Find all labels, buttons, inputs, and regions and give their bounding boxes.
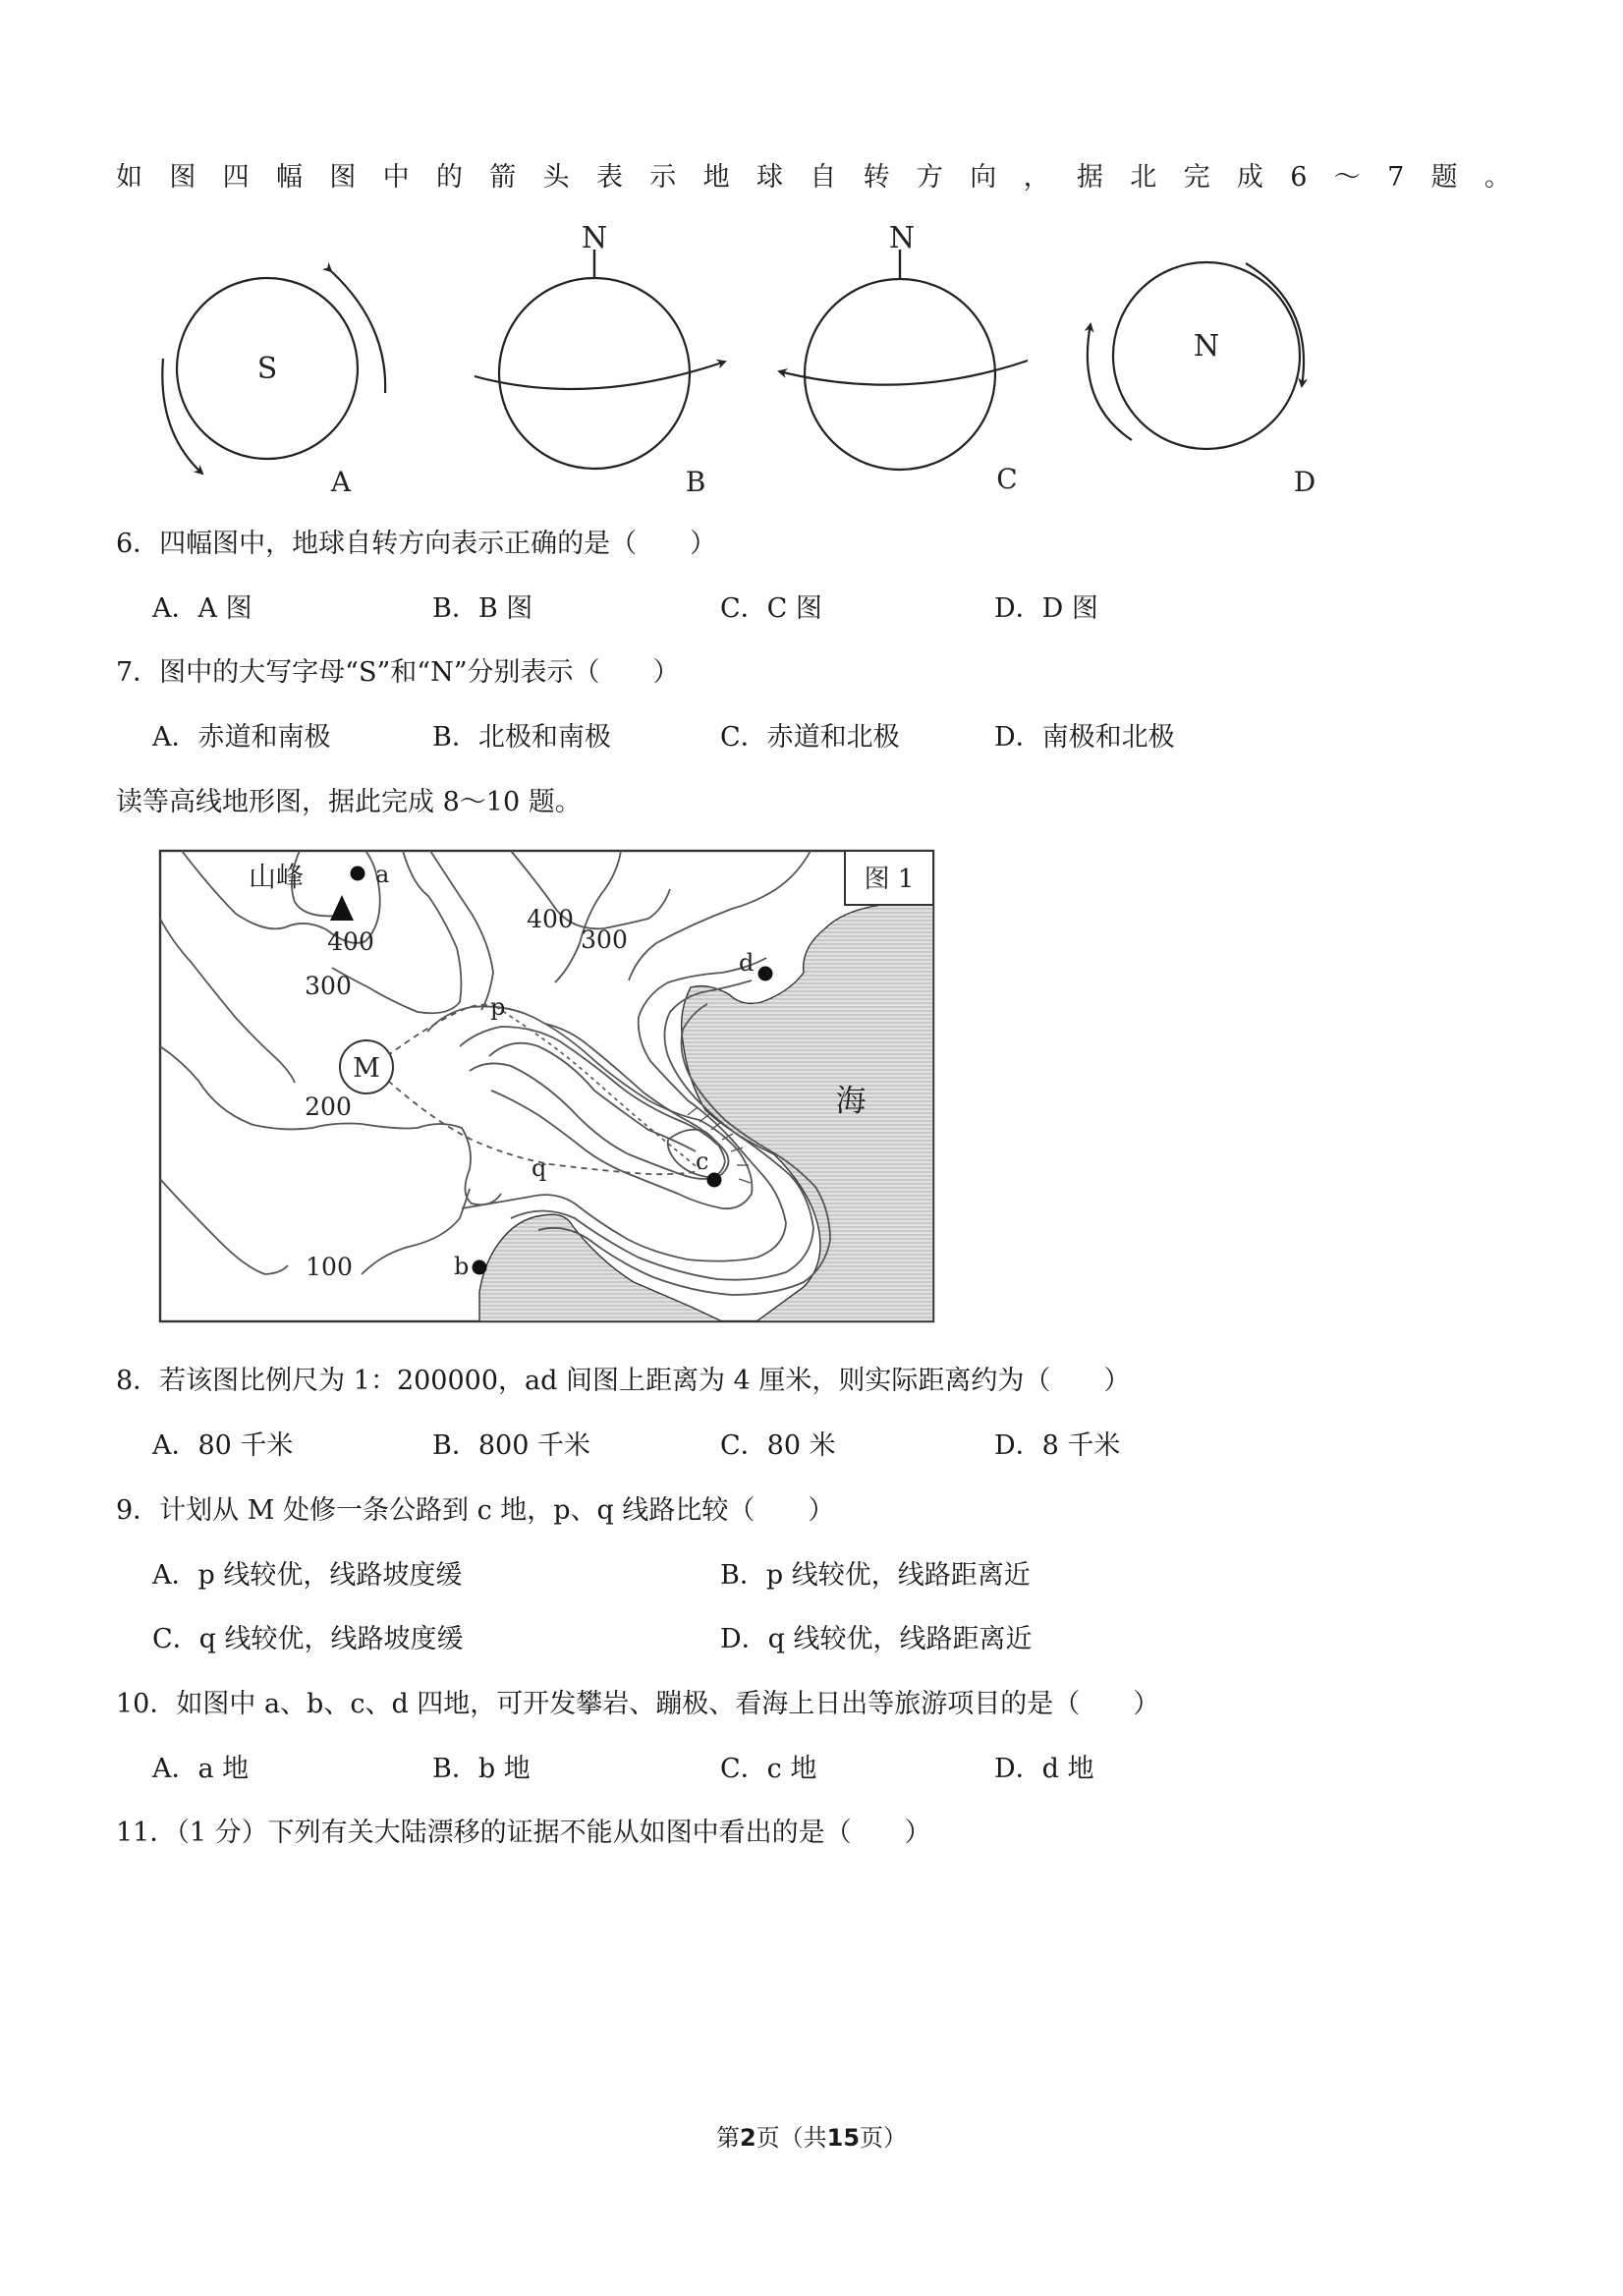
- intro-char: 图: [329, 162, 357, 193]
- q6-option-a[interactable]: A．A 图: [152, 593, 252, 624]
- q6-option-b[interactable]: B．B 图: [432, 593, 533, 624]
- contour-label-300-center: 300: [581, 925, 628, 954]
- globe-b-caption: B: [685, 466, 706, 498]
- q10-option-d[interactable]: D．d 地: [994, 1754, 1094, 1784]
- route-p-label: p: [490, 993, 506, 1021]
- map-intro: 读等高线地形图，据此完成 8～10 题。: [116, 787, 582, 817]
- q9-stem: 9．计划从 M 处修一条公路到 c 地，p、q 线路比较（ ）: [116, 1495, 835, 1526]
- q7-option-b[interactable]: B．北极和南极: [432, 722, 611, 753]
- q9-option-b[interactable]: B．p 线较优，线路距离近: [720, 1560, 1031, 1591]
- point-a-label: a: [375, 861, 390, 888]
- contour-label-400-center: 400: [527, 905, 574, 933]
- globe-b: [475, 221, 725, 498]
- globe-a-caption: A: [330, 466, 352, 498]
- footer-page-number: 2: [739, 2124, 756, 2152]
- globe-d-caption: D: [1293, 466, 1316, 498]
- q10-option-b[interactable]: B．b 地: [432, 1754, 531, 1784]
- intro-char: 自: [810, 162, 837, 193]
- globe-c: [779, 221, 1028, 495]
- peak-label: 山峰: [248, 861, 305, 893]
- intro-char: 头: [542, 162, 570, 193]
- q8-option-d[interactable]: D．8 千米: [994, 1430, 1121, 1461]
- intro-char: 幅: [275, 162, 303, 193]
- globe-a: [162, 271, 385, 498]
- q9-option-a[interactable]: A．p 线较优，线路坡度缓: [152, 1560, 463, 1591]
- q10-option-c[interactable]: C．c 地: [720, 1754, 817, 1784]
- footer-suffix: 页）: [860, 2124, 908, 2152]
- intro-char: 四: [222, 162, 250, 193]
- intro-char: 成: [1236, 162, 1263, 193]
- q9-option-c[interactable]: C．q 线较优，线路坡度缓: [152, 1624, 464, 1654]
- intro-char: 6: [1290, 162, 1308, 193]
- q10-stem: 10．如图中 a、b、c、d 四地，可开发攀岩、蹦极、看海上日出等旅游项目的是（ ）: [116, 1689, 1160, 1719]
- globe-c-top-label: N: [888, 221, 916, 255]
- point-d-label: d: [739, 949, 755, 977]
- town-m-label: M: [353, 1053, 380, 1084]
- intro-char: 方: [916, 162, 943, 193]
- globe-d-arrow-left: [1088, 324, 1132, 440]
- globe-c-circle: [805, 279, 995, 470]
- contour-map: [157, 848, 936, 1324]
- intro-char: 中: [382, 162, 410, 193]
- footer-prefix: 第: [715, 2124, 740, 2152]
- globe-b-top-label: N: [581, 221, 608, 255]
- q10-option-a[interactable]: A．a 地: [152, 1754, 250, 1784]
- intro-char: 题: [1430, 162, 1458, 193]
- q9-option-d[interactable]: D．q 线较优，线路距离近: [720, 1624, 1033, 1654]
- globe-b-arrow: [475, 362, 725, 389]
- q6-option-c[interactable]: C．C 图: [720, 593, 822, 624]
- intro-char: 。: [1483, 162, 1511, 193]
- intro-char: 完: [1183, 162, 1210, 193]
- intro-char: 北: [1130, 162, 1157, 193]
- globe-rotation-figure: [138, 216, 1336, 511]
- globe-d-center-label: N: [1193, 329, 1220, 364]
- intro-char: 地: [702, 162, 730, 193]
- intro-char: 表: [595, 162, 623, 193]
- globe-c-caption: C: [996, 463, 1018, 495]
- page-footer: [0, 2118, 1623, 2153]
- intro-char: ，: [1023, 162, 1050, 193]
- intro-char: 7: [1387, 162, 1405, 193]
- intro-char: 向: [970, 162, 997, 193]
- footer-middle: 页（共: [756, 2124, 827, 2152]
- globe-a-arrow-left: [162, 359, 202, 474]
- point-a-dot: [351, 867, 365, 881]
- point-c-label: c: [696, 1148, 709, 1175]
- point-c-dot: [707, 1173, 722, 1188]
- globe-d: [1088, 262, 1315, 498]
- intro-char: 如: [116, 162, 142, 193]
- q7-option-a[interactable]: A．赤道和南极: [152, 722, 331, 753]
- intro-char: 据: [1076, 162, 1103, 193]
- q8-stem: 8．若该图比例尺为 1：200000，ad 间图上距离为 4 厘米，则实际距离约为（ ）: [116, 1366, 1131, 1396]
- q7-stem: 7．图中的大写字母“S”和“N”分别表示（ ）: [116, 657, 680, 688]
- q8-option-b[interactable]: B．800 千米: [432, 1430, 590, 1461]
- intro-char: 图: [169, 162, 196, 193]
- q8-option-c[interactable]: C．80 米: [720, 1430, 836, 1461]
- intro-char: 球: [756, 162, 783, 193]
- globe-b-circle: [499, 278, 690, 469]
- route-q-label: q: [532, 1154, 547, 1182]
- contour-label-400-left: 400: [327, 927, 374, 956]
- sea-label: 海: [835, 1084, 867, 1119]
- intro-char: 的: [435, 162, 463, 193]
- point-b-label: b: [454, 1253, 470, 1280]
- q7-option-d[interactable]: D．南极和北极: [994, 722, 1175, 753]
- q7-option-c[interactable]: C．赤道和北极: [720, 722, 900, 753]
- intro-char: 箭: [489, 162, 517, 193]
- intro-line: [116, 161, 1511, 195]
- intro-char: ～: [1333, 162, 1361, 193]
- q6-stem: 6．四幅图中，地球自转方向表示正确的是（ ）: [116, 529, 717, 559]
- contour-label-300-left: 300: [305, 972, 352, 1000]
- intro-char: 示: [649, 162, 677, 193]
- point-b-dot: [473, 1260, 487, 1275]
- q6-option-d[interactable]: D．D 图: [994, 593, 1098, 624]
- globe-c-arrow: [779, 361, 1028, 385]
- footer-total-pages: 15: [826, 2124, 861, 2152]
- q8-option-a[interactable]: A．80 千米: [152, 1430, 294, 1461]
- contour-label-100: 100: [306, 1253, 353, 1281]
- figure-title: 图 1: [864, 865, 915, 894]
- globe-a-center-label: S: [256, 352, 278, 386]
- q11-stem: 11．（1 分）下列有关大陆漂移的证据不能从如图中看出的是（ ）: [116, 1818, 931, 1848]
- point-d-dot: [758, 967, 773, 981]
- contour-label-200: 200: [305, 1092, 352, 1121]
- intro-char: 转: [863, 162, 890, 193]
